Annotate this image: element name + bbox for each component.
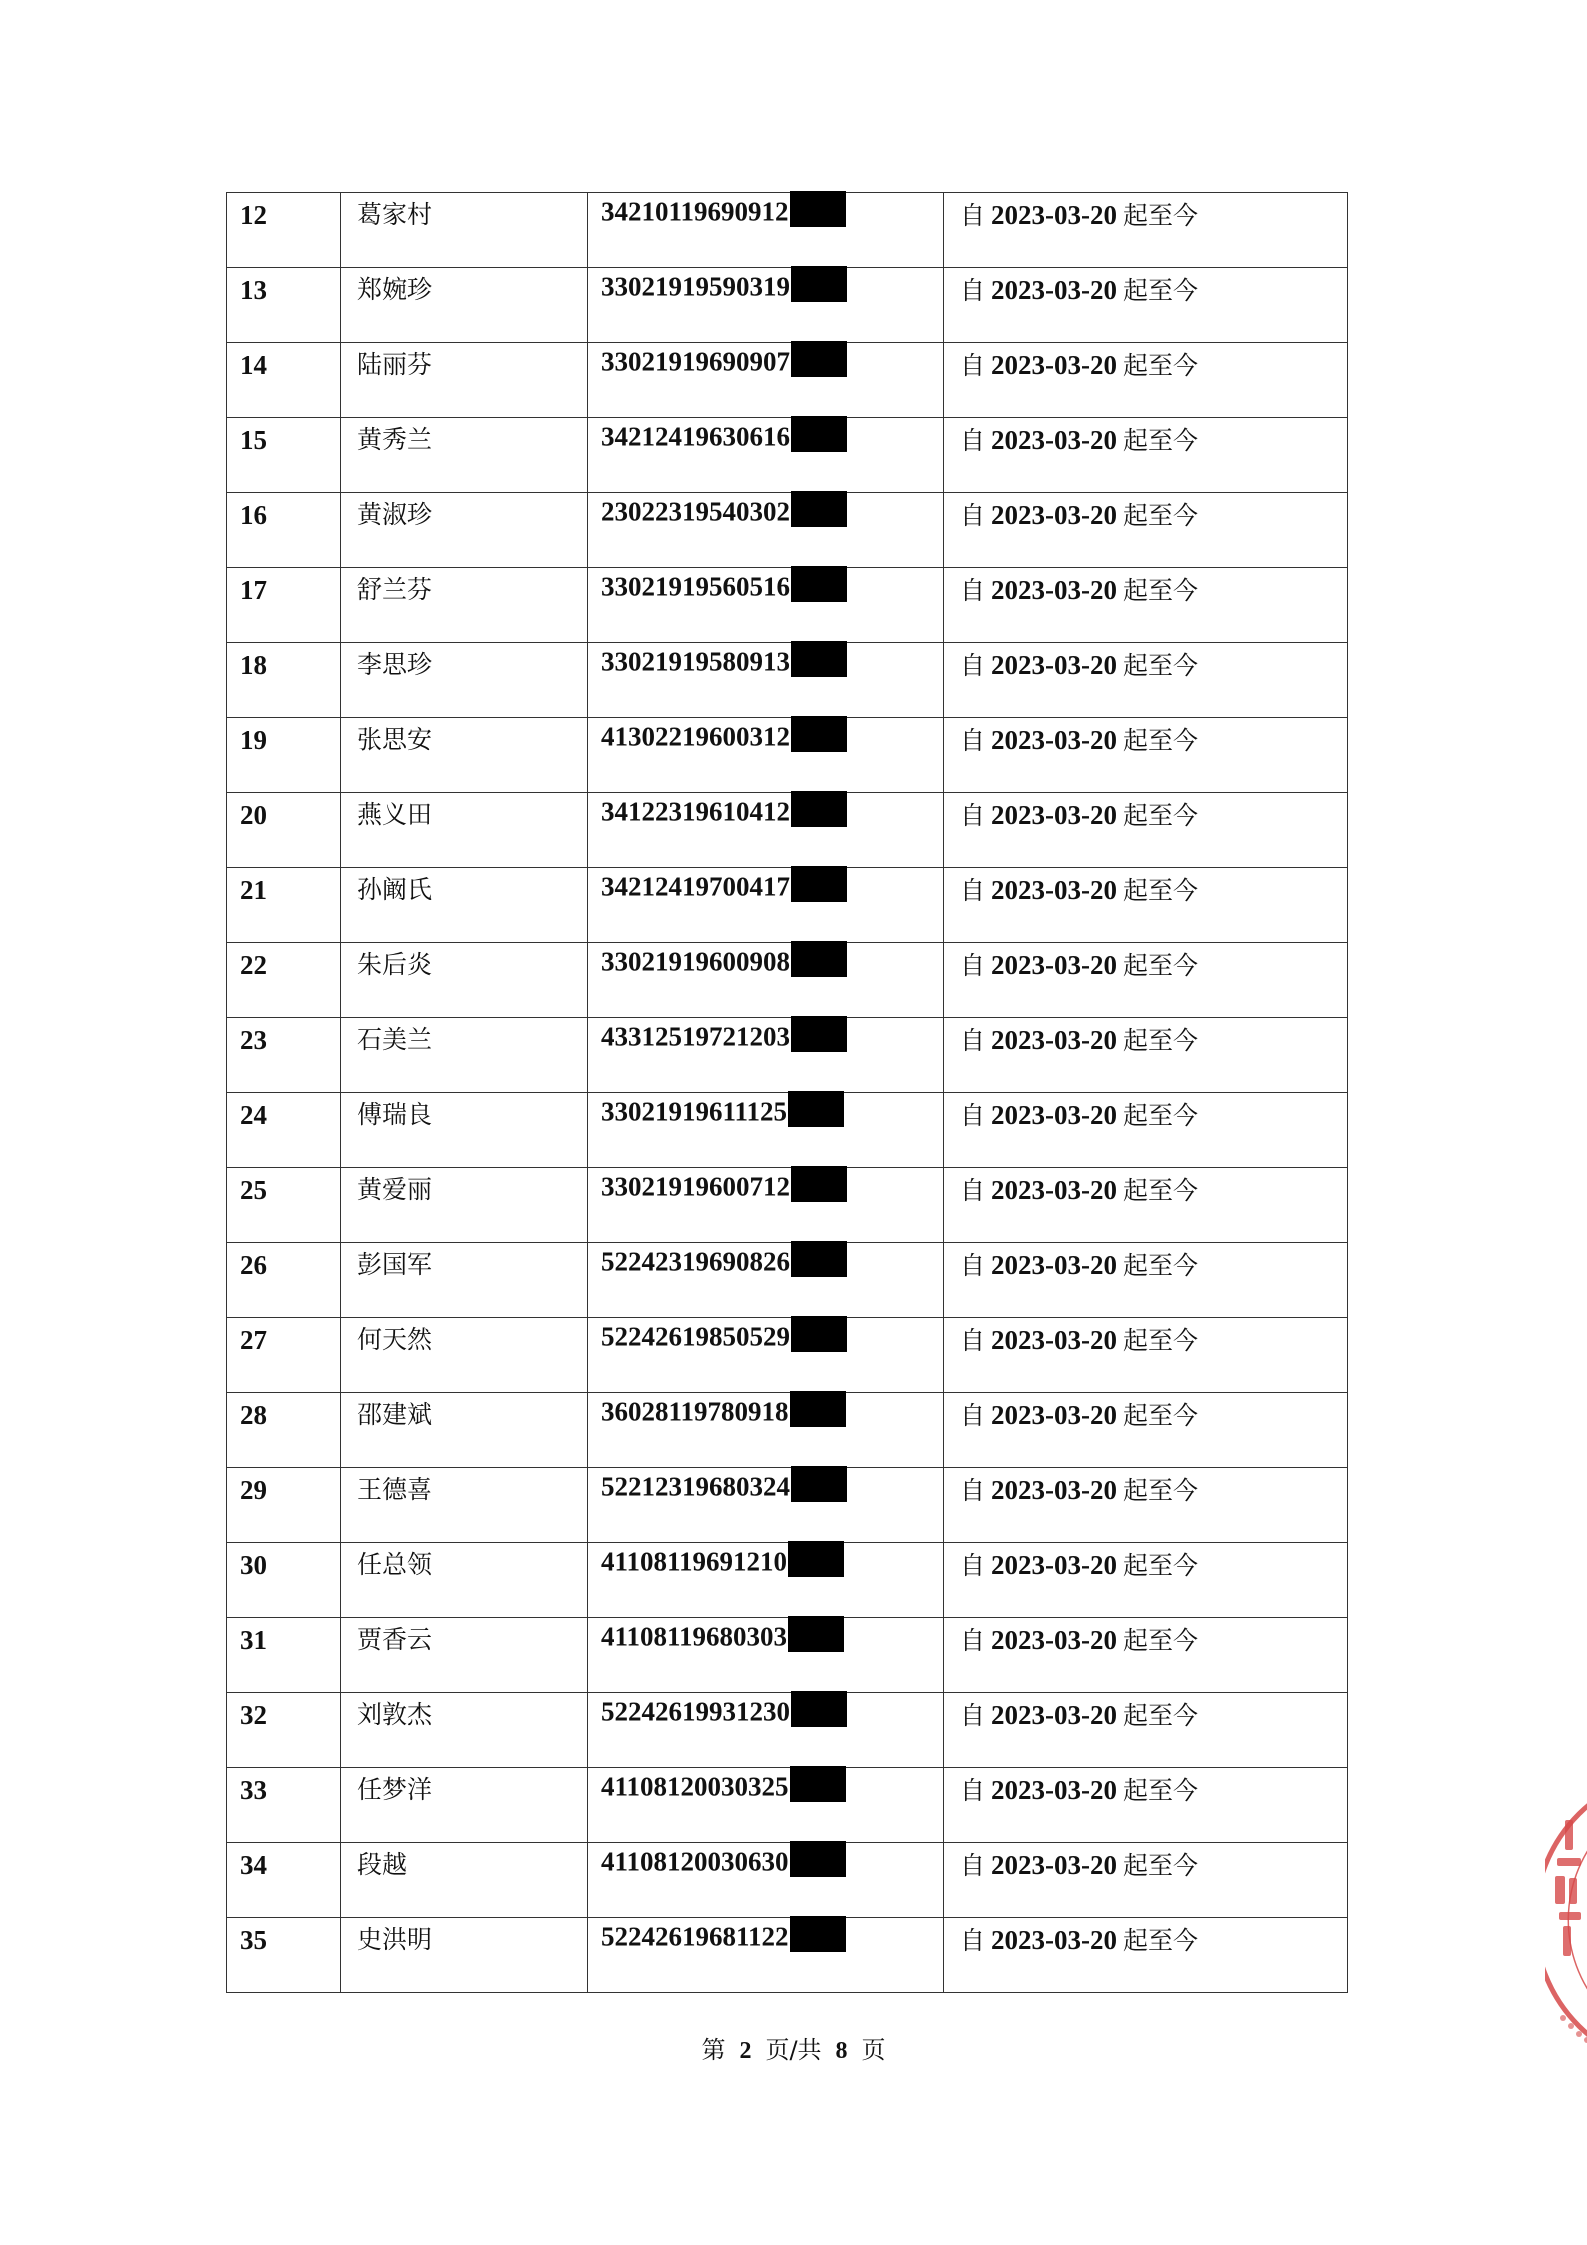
row-number: 32 (240, 1700, 267, 1730)
table-row (227, 1243, 1348, 1318)
table-row (227, 793, 1348, 868)
table-row (227, 493, 1348, 568)
page-footer (0, 2030, 1587, 2065)
period-suffix: 起至今 (1123, 1401, 1199, 1430)
period-cell (944, 1243, 1348, 1318)
row-number: 20 (240, 800, 267, 830)
period-cell (944, 1768, 1348, 1843)
period-start-date: 2023-03-20 (991, 1175, 1117, 1205)
name-cell (341, 193, 588, 268)
id-number-cell (588, 568, 944, 643)
id-number-cell (588, 418, 944, 493)
redaction-block (791, 1241, 847, 1277)
name-cell (341, 1768, 588, 1843)
period-prefix: 自 (960, 876, 986, 905)
name-cell (341, 1093, 588, 1168)
row-number-cell (227, 1543, 341, 1618)
id-number-visible: 41108119691210 (601, 1546, 788, 1577)
footer-suffix: 页 (861, 2036, 886, 2064)
table-row (227, 268, 1348, 343)
person-name: 张思安 (357, 725, 433, 754)
row-number: 16 (240, 500, 267, 530)
row-number-cell (227, 1243, 341, 1318)
period-start-date: 2023-03-20 (991, 1925, 1117, 1955)
period-start-date: 2023-03-20 (991, 1250, 1117, 1280)
redaction-block (791, 716, 847, 752)
period-suffix: 起至今 (1123, 1251, 1199, 1280)
id-number-visible: 33021919590319 (601, 271, 790, 302)
redaction-block (791, 1691, 847, 1727)
period-suffix: 起至今 (1123, 876, 1199, 905)
row-number-cell (227, 493, 341, 568)
table-row (227, 868, 1348, 943)
period-cell (944, 493, 1348, 568)
period-prefix: 自 (960, 1851, 986, 1880)
period-cell (944, 1918, 1348, 1993)
person-name: 郑婉珍 (357, 275, 433, 304)
row-number-cell (227, 868, 341, 943)
period-cell (944, 943, 1348, 1018)
period-start-date: 2023-03-20 (991, 650, 1117, 680)
row-number: 30 (240, 1550, 267, 1580)
id-number-visible: 52242619681122 (601, 1921, 789, 1952)
period-prefix: 自 (960, 801, 986, 830)
period-suffix: 起至今 (1123, 1176, 1199, 1205)
id-number-cell (588, 268, 944, 343)
period-prefix: 自 (960, 1176, 986, 1205)
person-name: 刘敦杰 (357, 1700, 433, 1729)
period-cell (944, 868, 1348, 943)
row-number: 18 (240, 650, 267, 680)
table-row (227, 1468, 1348, 1543)
name-cell (341, 1018, 588, 1093)
period-prefix: 自 (960, 576, 986, 605)
table-row (227, 943, 1348, 1018)
name-cell (341, 343, 588, 418)
name-cell (341, 1243, 588, 1318)
person-name: 何天然 (357, 1325, 433, 1354)
person-name: 王德喜 (357, 1475, 433, 1504)
row-number-cell (227, 793, 341, 868)
period-start-date: 2023-03-20 (991, 1550, 1117, 1580)
period-cell (944, 718, 1348, 793)
row-number-cell (227, 193, 341, 268)
period-suffix: 起至今 (1123, 201, 1199, 230)
footer-prefix: 第 (701, 2036, 726, 2064)
row-number: 22 (240, 950, 267, 980)
person-name: 朱后炎 (357, 950, 433, 979)
id-number-cell (588, 1768, 944, 1843)
name-cell (341, 568, 588, 643)
row-number-cell (227, 1693, 341, 1768)
row-number: 21 (240, 875, 267, 905)
person-name: 黄秀兰 (357, 425, 433, 454)
period-suffix: 起至今 (1123, 426, 1199, 455)
period-prefix: 自 (960, 1926, 986, 1955)
period-cell (944, 1843, 1348, 1918)
redaction-block (791, 1466, 847, 1502)
row-number-cell (227, 343, 341, 418)
id-number-cell (588, 1243, 944, 1318)
period-start-date: 2023-03-20 (991, 500, 1117, 530)
redaction-block (791, 1016, 847, 1052)
period-cell (944, 1693, 1348, 1768)
id-number-cell (588, 943, 944, 1018)
roster-table (226, 192, 1348, 1993)
period-suffix: 起至今 (1123, 1101, 1199, 1130)
id-number-cell (588, 1393, 944, 1468)
period-start-date: 2023-03-20 (991, 875, 1117, 905)
redaction-block (790, 1841, 846, 1877)
period-suffix: 起至今 (1123, 1326, 1199, 1355)
person-name: 黄淑珍 (357, 500, 433, 529)
period-cell (944, 643, 1348, 718)
person-name: 史洪明 (357, 1925, 433, 1954)
redaction-block (790, 1766, 846, 1802)
name-cell (341, 1918, 588, 1993)
person-name: 燕义田 (357, 800, 433, 829)
period-suffix: 起至今 (1123, 1551, 1199, 1580)
period-suffix: 起至今 (1123, 801, 1199, 830)
name-cell (341, 1543, 588, 1618)
period-cell (944, 1093, 1348, 1168)
period-cell (944, 418, 1348, 493)
row-number: 35 (240, 1925, 267, 1955)
row-number: 25 (240, 1175, 267, 1205)
period-cell (944, 268, 1348, 343)
redaction-block (790, 1916, 846, 1952)
period-prefix: 自 (960, 276, 986, 305)
period-suffix: 起至今 (1123, 351, 1199, 380)
footer-middle: 页/共 (765, 2036, 822, 2064)
name-cell (341, 1843, 588, 1918)
id-number-visible: 52242319690826 (601, 1246, 790, 1277)
row-number: 27 (240, 1325, 267, 1355)
row-number-cell (227, 943, 341, 1018)
period-prefix: 自 (960, 1401, 986, 1430)
period-cell (944, 1543, 1348, 1618)
period-suffix: 起至今 (1123, 951, 1199, 980)
period-start-date: 2023-03-20 (991, 1775, 1117, 1805)
row-number-cell (227, 568, 341, 643)
table-row (227, 1318, 1348, 1393)
person-name: 邵建斌 (357, 1400, 433, 1429)
redaction-block (790, 191, 846, 227)
period-prefix: 自 (960, 1476, 986, 1505)
row-number-cell (227, 1168, 341, 1243)
row-number: 23 (240, 1025, 267, 1055)
period-start-date: 2023-03-20 (991, 1850, 1117, 1880)
row-number: 33 (240, 1775, 267, 1805)
row-number: 26 (240, 1250, 267, 1280)
name-cell (341, 643, 588, 718)
row-number-cell (227, 268, 341, 343)
period-start-date: 2023-03-20 (991, 800, 1117, 830)
row-number-cell (227, 1468, 341, 1543)
name-cell (341, 1693, 588, 1768)
id-number-visible: 33021919560516 (601, 571, 790, 602)
row-number-cell (227, 1093, 341, 1168)
person-name: 段越 (357, 1850, 408, 1879)
redaction-block (791, 941, 847, 977)
period-prefix: 自 (960, 426, 986, 455)
period-suffix: 起至今 (1123, 1776, 1199, 1805)
period-start-date: 2023-03-20 (991, 275, 1117, 305)
table-row (227, 643, 1348, 718)
period-suffix: 起至今 (1123, 1626, 1199, 1655)
name-cell (341, 1618, 588, 1693)
period-start-date: 2023-03-20 (991, 1625, 1117, 1655)
id-number-visible: 34210119690912 (601, 196, 789, 227)
id-number-visible: 34212419630616 (601, 421, 790, 452)
name-cell (341, 418, 588, 493)
period-cell (944, 1393, 1348, 1468)
id-number-cell (588, 1018, 944, 1093)
id-number-visible: 43312519721203 (601, 1021, 790, 1052)
id-number-cell (588, 343, 944, 418)
redaction-block (790, 1391, 846, 1427)
period-cell (944, 1168, 1348, 1243)
id-number-visible: 41302219600312 (601, 721, 790, 752)
table-row (227, 1768, 1348, 1843)
id-number-cell (588, 1693, 944, 1768)
table-row (227, 1393, 1348, 1468)
id-number-visible: 41108120030325 (601, 1771, 789, 1802)
period-suffix: 起至今 (1123, 1926, 1199, 1955)
id-number-visible: 33021919580913 (601, 646, 790, 677)
table-row (227, 1693, 1348, 1768)
period-prefix: 自 (960, 1551, 986, 1580)
period-start-date: 2023-03-20 (991, 725, 1117, 755)
period-start-date: 2023-03-20 (991, 1025, 1117, 1055)
id-number-visible: 41108119680303 (601, 1621, 788, 1652)
period-prefix: 自 (960, 501, 986, 530)
table-row (227, 1168, 1348, 1243)
period-suffix: 起至今 (1123, 726, 1199, 755)
period-start-date: 2023-03-20 (991, 425, 1117, 455)
id-number-cell (588, 1618, 944, 1693)
id-number-cell (588, 1318, 944, 1393)
table-row (227, 1018, 1348, 1093)
id-number-visible: 33021919690907 (601, 346, 790, 377)
person-name: 孙阚氏 (357, 875, 433, 904)
person-name: 葛家村 (357, 200, 433, 229)
name-cell (341, 868, 588, 943)
row-number: 28 (240, 1400, 267, 1430)
id-number-cell (588, 1543, 944, 1618)
table-row (227, 1543, 1348, 1618)
id-number-visible: 33021919600712 (601, 1171, 790, 1202)
period-cell (944, 793, 1348, 868)
name-cell (341, 1393, 588, 1468)
table-row (227, 1618, 1348, 1693)
person-name: 石美兰 (357, 1025, 433, 1054)
redaction-block (791, 641, 847, 677)
row-number: 34 (240, 1850, 267, 1880)
id-number-cell (588, 718, 944, 793)
period-suffix: 起至今 (1123, 1701, 1199, 1730)
period-cell (944, 193, 1348, 268)
id-number-cell (588, 643, 944, 718)
row-number-cell (227, 643, 341, 718)
period-cell (944, 1468, 1348, 1543)
redaction-block (791, 566, 847, 602)
period-prefix: 自 (960, 1026, 986, 1055)
id-number-cell (588, 1918, 944, 1993)
id-number-cell (588, 868, 944, 943)
id-number-visible: 33021919611125 (601, 1096, 788, 1127)
period-start-date: 2023-03-20 (991, 1475, 1117, 1505)
roster-table-body (227, 193, 1348, 1993)
row-number: 31 (240, 1625, 267, 1655)
person-name: 贾香云 (357, 1625, 433, 1654)
id-number-cell (588, 1468, 944, 1543)
name-cell (341, 1168, 588, 1243)
name-cell (341, 793, 588, 868)
redaction-block (791, 266, 847, 302)
period-prefix: 自 (960, 351, 986, 380)
id-number-cell (588, 493, 944, 568)
row-number: 15 (240, 425, 267, 455)
row-number-cell (227, 1843, 341, 1918)
person-name: 陆丽芬 (357, 350, 433, 379)
id-number-cell (588, 1093, 944, 1168)
period-cell (944, 568, 1348, 643)
row-number-cell (227, 1393, 341, 1468)
table-row (227, 418, 1348, 493)
redaction-block (791, 1316, 847, 1352)
name-cell (341, 718, 588, 793)
name-cell (341, 268, 588, 343)
id-number-visible: 33021919600908 (601, 946, 790, 977)
period-suffix: 起至今 (1123, 576, 1199, 605)
row-number: 17 (240, 575, 267, 605)
id-number-cell (588, 1843, 944, 1918)
row-number-cell (227, 1318, 341, 1393)
redaction-block (791, 1166, 847, 1202)
person-name: 傅瑞良 (357, 1100, 433, 1129)
table-row (227, 718, 1348, 793)
period-suffix: 起至今 (1123, 276, 1199, 305)
redaction-block (791, 791, 847, 827)
id-number-visible: 36028119780918 (601, 1396, 789, 1427)
person-name: 黄爱丽 (357, 1175, 433, 1204)
period-cell (944, 1018, 1348, 1093)
row-number-cell (227, 1618, 341, 1693)
table-row (227, 193, 1348, 268)
period-cell (944, 343, 1348, 418)
period-prefix: 自 (960, 651, 986, 680)
row-number-cell (227, 718, 341, 793)
row-number: 12 (240, 200, 267, 230)
row-number: 29 (240, 1475, 267, 1505)
period-suffix: 起至今 (1123, 1026, 1199, 1055)
footer-total-pages: 8 (835, 2038, 848, 2064)
row-number: 13 (240, 275, 267, 305)
id-number-cell (588, 193, 944, 268)
redaction-block (791, 491, 847, 527)
period-start-date: 2023-03-20 (991, 1325, 1117, 1355)
period-prefix: 自 (960, 1776, 986, 1805)
id-number-visible: 52212319680324 (601, 1471, 790, 1502)
period-cell (944, 1318, 1348, 1393)
period-start-date: 2023-03-20 (991, 350, 1117, 380)
table-row (227, 568, 1348, 643)
table-row (227, 1918, 1348, 1993)
period-prefix: 自 (960, 1626, 986, 1655)
period-suffix: 起至今 (1123, 501, 1199, 530)
row-number-cell (227, 1018, 341, 1093)
id-number-visible: 41108120030630 (601, 1846, 789, 1877)
period-prefix: 自 (960, 1101, 986, 1130)
period-start-date: 2023-03-20 (991, 575, 1117, 605)
period-start-date: 2023-03-20 (991, 950, 1117, 980)
table-row (227, 1843, 1348, 1918)
footer-current-page: 2 (739, 2038, 752, 2064)
row-number: 14 (240, 350, 267, 380)
person-name: 任梦洋 (357, 1775, 433, 1804)
person-name: 舒兰芬 (357, 575, 433, 604)
id-number-visible: 34122319610412 (601, 796, 790, 827)
redaction-block (788, 1091, 844, 1127)
period-start-date: 2023-03-20 (991, 200, 1117, 230)
period-prefix: 自 (960, 726, 986, 755)
period-start-date: 2023-03-20 (991, 1400, 1117, 1430)
row-number-cell (227, 1768, 341, 1843)
name-cell (341, 1468, 588, 1543)
period-start-date: 2023-03-20 (991, 1700, 1117, 1730)
id-number-visible: 23022319540302 (601, 496, 790, 527)
name-cell (341, 1318, 588, 1393)
id-number-cell (588, 1168, 944, 1243)
redaction-block (788, 1541, 844, 1577)
id-number-visible: 34212419700417 (601, 871, 790, 902)
period-prefix: 自 (960, 951, 986, 980)
redaction-block (791, 416, 847, 452)
period-prefix: 自 (960, 1251, 986, 1280)
period-suffix: 起至今 (1123, 651, 1199, 680)
redaction-block (791, 341, 847, 377)
person-name: 李思珍 (357, 650, 433, 679)
row-number-cell (227, 418, 341, 493)
period-start-date: 2023-03-20 (991, 1100, 1117, 1130)
row-number: 24 (240, 1100, 267, 1130)
person-name: 彭国军 (357, 1250, 433, 1279)
redaction-block (788, 1616, 844, 1652)
name-cell (341, 943, 588, 1018)
table-row (227, 1093, 1348, 1168)
row-number: 19 (240, 725, 267, 755)
period-prefix: 自 (960, 201, 986, 230)
id-number-visible: 52242619850529 (601, 1321, 790, 1352)
id-number-visible: 52242619931230 (601, 1696, 790, 1727)
period-cell (944, 1618, 1348, 1693)
period-suffix: 起至今 (1123, 1851, 1199, 1880)
redaction-block (791, 866, 847, 902)
row-number-cell (227, 1918, 341, 1993)
period-prefix: 自 (960, 1326, 986, 1355)
period-suffix: 起至今 (1123, 1476, 1199, 1505)
table-row (227, 343, 1348, 418)
person-name: 任总领 (357, 1550, 433, 1579)
period-prefix: 自 (960, 1701, 986, 1730)
id-number-cell (588, 793, 944, 868)
name-cell (341, 493, 588, 568)
